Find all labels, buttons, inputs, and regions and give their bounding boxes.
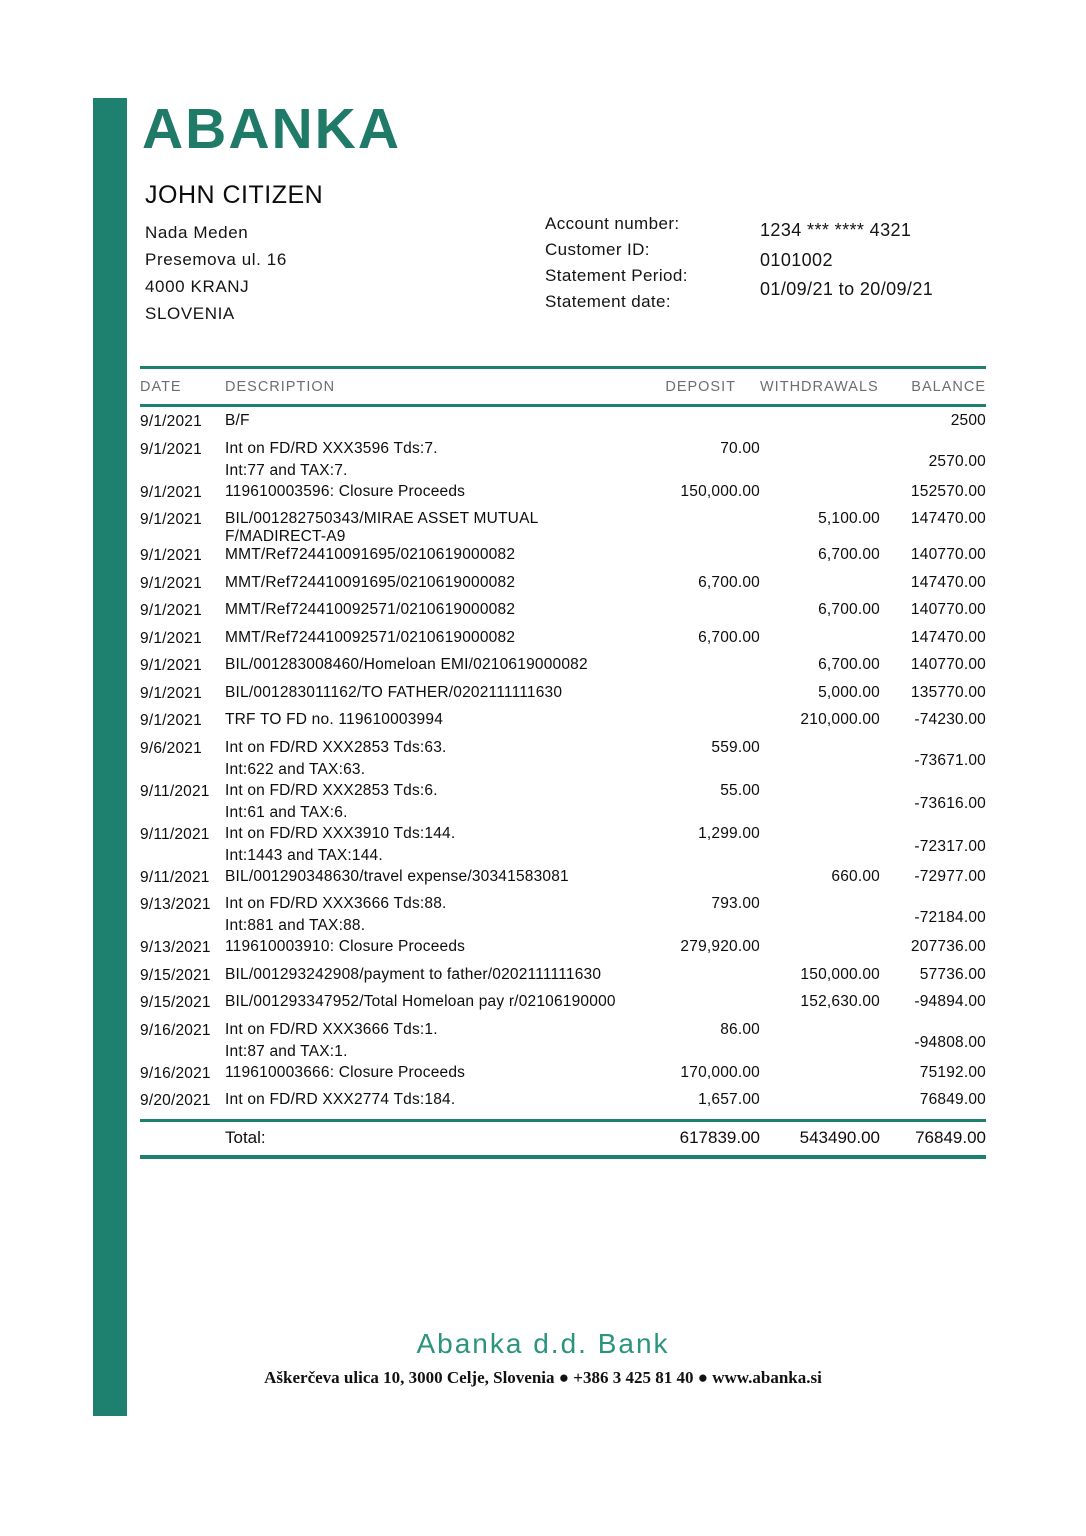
transaction-description: Int on FD/RD XXX2853 Tds:63. Int:622 and TAX:63. xyxy=(225,738,447,778)
transaction-description: BIL/001290348630/travel expense/30341583081 xyxy=(225,867,569,885)
table-row xyxy=(140,1021,986,1064)
transaction-balance: 152570.00 xyxy=(910,482,986,500)
table-row xyxy=(140,1091,986,1119)
table-header-row xyxy=(140,369,986,404)
transaction-description: BIL/001293242908/payment to father/0202111111630 xyxy=(225,965,602,983)
total-balance: 76849.00 xyxy=(915,1128,986,1147)
transaction-balance: 207736.00 xyxy=(910,938,986,955)
table-row xyxy=(140,895,986,938)
transaction-date: 9/11/2021 xyxy=(140,782,210,800)
transaction-balance: -73671.00 xyxy=(914,752,986,769)
transaction-deposit: 70.00 xyxy=(720,439,760,457)
customer-id-value: 0101002 xyxy=(760,249,833,270)
table-row xyxy=(140,993,986,1021)
transaction-deposit: 559.00 xyxy=(711,738,760,756)
transaction-balance: 140770.00 xyxy=(910,546,986,563)
transaction-deposit: 55.00 xyxy=(720,781,760,799)
transaction-balance: -72977.00 xyxy=(914,867,986,885)
header-balance: BALANCE xyxy=(911,378,986,395)
transaction-withdrawal: 210,000.00 xyxy=(800,711,880,728)
transaction-date: 9/6/2021 xyxy=(140,739,202,757)
table-row xyxy=(140,546,986,574)
table-row xyxy=(140,966,986,994)
transaction-deposit: 6,700.00 xyxy=(698,628,760,646)
transaction-date: 9/1/2021 xyxy=(140,440,202,458)
header-withdrawals: WITHDRAWALS xyxy=(760,378,879,395)
table-row xyxy=(140,656,986,684)
transaction-date: 9/1/2021 xyxy=(140,712,202,729)
transaction-withdrawal: 5,100.00 xyxy=(818,510,880,527)
address-line: Nada Meden xyxy=(145,223,249,242)
transaction-deposit: 279,920.00 xyxy=(680,938,760,955)
transaction-date: 9/1/2021 xyxy=(140,483,202,501)
table-row xyxy=(140,782,986,825)
bank-logo: ABANKA xyxy=(142,97,401,161)
transaction-deposit: 86.00 xyxy=(720,1020,760,1038)
transaction-balance: 135770.00 xyxy=(910,683,986,701)
transaction-description: Int on FD/RD XXX2853 Tds:6. Int:61 and TAX:6. xyxy=(225,781,438,821)
transaction-date: 9/13/2021 xyxy=(140,896,211,913)
transaction-balance: -74230.00 xyxy=(914,711,986,728)
footer-bank-address: Aškerčeva ulica 10, 3000 Celje, Slovenia ● +386 3 425 81 40 ● www.abanka.si xyxy=(264,1368,822,1387)
transaction-deposit: 1,299.00 xyxy=(698,824,760,842)
transaction-description: B/F xyxy=(225,412,250,429)
transaction-balance: 147470.00 xyxy=(910,628,986,646)
footer-bank-name: Abanka d.d. Bank xyxy=(416,1328,670,1359)
table-row xyxy=(140,825,986,868)
transaction-description: MMT/Ref724410091695/0210619000082 xyxy=(225,573,516,591)
transaction-date: 9/1/2021 xyxy=(140,629,202,647)
table-body xyxy=(140,407,986,1119)
transaction-date: 9/1/2021 xyxy=(140,413,202,430)
transactions-table xyxy=(140,366,986,1159)
transaction-date: 9/15/2021 xyxy=(140,994,211,1011)
transaction-date: 9/15/2021 xyxy=(140,966,211,984)
transaction-description: TRF TO FD no. 119610003994 xyxy=(225,711,444,728)
table-row xyxy=(140,629,986,657)
header-date: DATE xyxy=(140,378,182,395)
transaction-date: 9/11/2021 xyxy=(140,825,210,843)
transaction-balance: -94894.00 xyxy=(914,993,986,1010)
total-deposit: 617839.00 xyxy=(679,1128,760,1147)
transaction-description: BIL/001282750343/MIRAE ASSET MUTUAL F/MADIRECT-A9 xyxy=(225,510,538,545)
table-row xyxy=(140,412,986,440)
total-bottom-rule xyxy=(140,1155,986,1159)
transaction-description: 119610003910: Closure Proceeds xyxy=(225,938,466,955)
transaction-balance: 57736.00 xyxy=(919,965,986,983)
transaction-balance: -72184.00 xyxy=(914,908,986,926)
transaction-balance: 2570.00 xyxy=(928,453,986,470)
transaction-balance: 147470.00 xyxy=(910,573,986,591)
transaction-date: 9/16/2021 xyxy=(140,1064,211,1082)
statement-date-label: Statement date: xyxy=(545,292,672,311)
address-line: Presemova ul. 16 xyxy=(145,250,287,269)
transaction-withdrawal: 6,700.00 xyxy=(818,546,880,563)
transaction-date: 9/1/2021 xyxy=(140,684,202,702)
transaction-balance: -73616.00 xyxy=(914,795,986,812)
transaction-date: 9/20/2021 xyxy=(140,1092,211,1109)
transaction-description: 119610003666: Closure Proceeds xyxy=(225,1063,466,1081)
address-line: 4000 KRANJ xyxy=(145,277,250,296)
transaction-date: 9/1/2021 xyxy=(140,602,202,619)
transaction-withdrawal: 660.00 xyxy=(831,867,880,885)
transaction-date: 9/16/2021 xyxy=(140,1021,211,1039)
statement-period-value: 01/09/21 to 20/09/21 xyxy=(760,279,934,299)
transaction-description: BIL/001283011162/TO FATHER/0202111111630 xyxy=(225,683,563,701)
transaction-deposit: 793.00 xyxy=(711,895,760,912)
transaction-withdrawal: 6,700.00 xyxy=(818,656,880,673)
transaction-description: MMT/Ref724410092571/0210619000082 xyxy=(225,628,516,646)
statement-period-label: Statement Period: xyxy=(545,266,688,285)
table-row xyxy=(140,868,986,896)
transaction-balance: 140770.00 xyxy=(910,656,986,673)
table-row xyxy=(140,938,986,966)
account-info-labels xyxy=(545,211,688,315)
transaction-deposit: 170,000.00 xyxy=(680,1063,760,1081)
account-number-value: 1234 *** **** 4321 xyxy=(760,220,912,240)
transaction-balance: -94808.00 xyxy=(914,1034,986,1051)
transaction-withdrawal: 5,000.00 xyxy=(818,683,880,701)
table-row xyxy=(140,684,986,712)
table-row xyxy=(140,510,986,546)
transaction-description: 119610003596: Closure Proceeds xyxy=(225,482,466,500)
transaction-withdrawal: 6,700.00 xyxy=(818,601,880,618)
transaction-deposit: 1,657.00 xyxy=(698,1091,760,1108)
transaction-description: Int on FD/RD XXX3596 Tds:7. Int:77 and TAX:7. xyxy=(225,439,438,479)
transaction-balance: 140770.00 xyxy=(910,601,986,618)
header-deposit: DEPOSIT xyxy=(665,378,736,395)
address-line: SLOVENIA xyxy=(145,304,235,323)
transaction-description: BIL/001283008460/Homeloan EMI/0210619000082 xyxy=(225,656,588,673)
transaction-balance: 2500 xyxy=(950,412,986,429)
total-label: Total: xyxy=(225,1128,266,1147)
transaction-balance: 147470.00 xyxy=(910,510,986,527)
customer-name: JOHN CITIZEN xyxy=(145,181,324,209)
transaction-balance: -72317.00 xyxy=(914,838,986,855)
account-number-label: Account number: xyxy=(545,214,680,233)
transaction-date: 9/1/2021 xyxy=(140,547,202,564)
transaction-description: Int on FD/RD XXX3910 Tds:144. Int:1443 and TAX:144. xyxy=(225,824,456,864)
table-row xyxy=(140,440,986,483)
table-row xyxy=(140,601,986,629)
total-withdrawals: 543490.00 xyxy=(799,1128,880,1147)
transaction-description: Int on FD/RD XXX3666 Tds:1. Int:87 and TAX:1. xyxy=(225,1020,438,1060)
customer-id-label: Customer ID: xyxy=(545,240,650,259)
table-row xyxy=(140,1064,986,1092)
transaction-description: MMT/Ref724410092571/0210619000082 xyxy=(225,601,516,618)
transaction-date: 9/13/2021 xyxy=(140,939,211,956)
transaction-deposit: 6,700.00 xyxy=(698,573,760,591)
table-row xyxy=(140,483,986,511)
transaction-description: BIL/001293347952/Total Homeloan pay r/02106190000 xyxy=(225,993,616,1010)
transaction-description: Int on FD/RD XXX3666 Tds:88. Int:881 and TAX:88. xyxy=(225,895,447,934)
table-row xyxy=(140,711,986,739)
transaction-date: 9/1/2021 xyxy=(140,657,202,674)
transaction-date: 9/11/2021 xyxy=(140,868,210,886)
total-row xyxy=(140,1122,986,1155)
transaction-description: Int on FD/RD XXX2774 Tds:184. xyxy=(225,1091,456,1108)
table-row xyxy=(140,739,986,782)
transaction-withdrawal: 152,630.00 xyxy=(800,993,880,1010)
customer-address xyxy=(145,219,287,327)
transaction-date: 9/1/2021 xyxy=(140,574,202,592)
accent-sidebar-decoration xyxy=(93,98,127,1416)
transaction-balance: 76849.00 xyxy=(919,1091,986,1108)
transaction-deposit: 150,000.00 xyxy=(680,482,760,500)
transaction-balance: 75192.00 xyxy=(919,1063,986,1081)
transaction-description: MMT/Ref724410091695/0210619000082 xyxy=(225,546,516,563)
header-description: DESCRIPTION xyxy=(225,378,336,395)
table-row xyxy=(140,574,986,602)
page-footer xyxy=(0,1328,1086,1388)
account-info-values xyxy=(760,216,933,305)
transaction-date: 9/1/2021 xyxy=(140,511,202,528)
transaction-withdrawal: 150,000.00 xyxy=(800,965,880,983)
